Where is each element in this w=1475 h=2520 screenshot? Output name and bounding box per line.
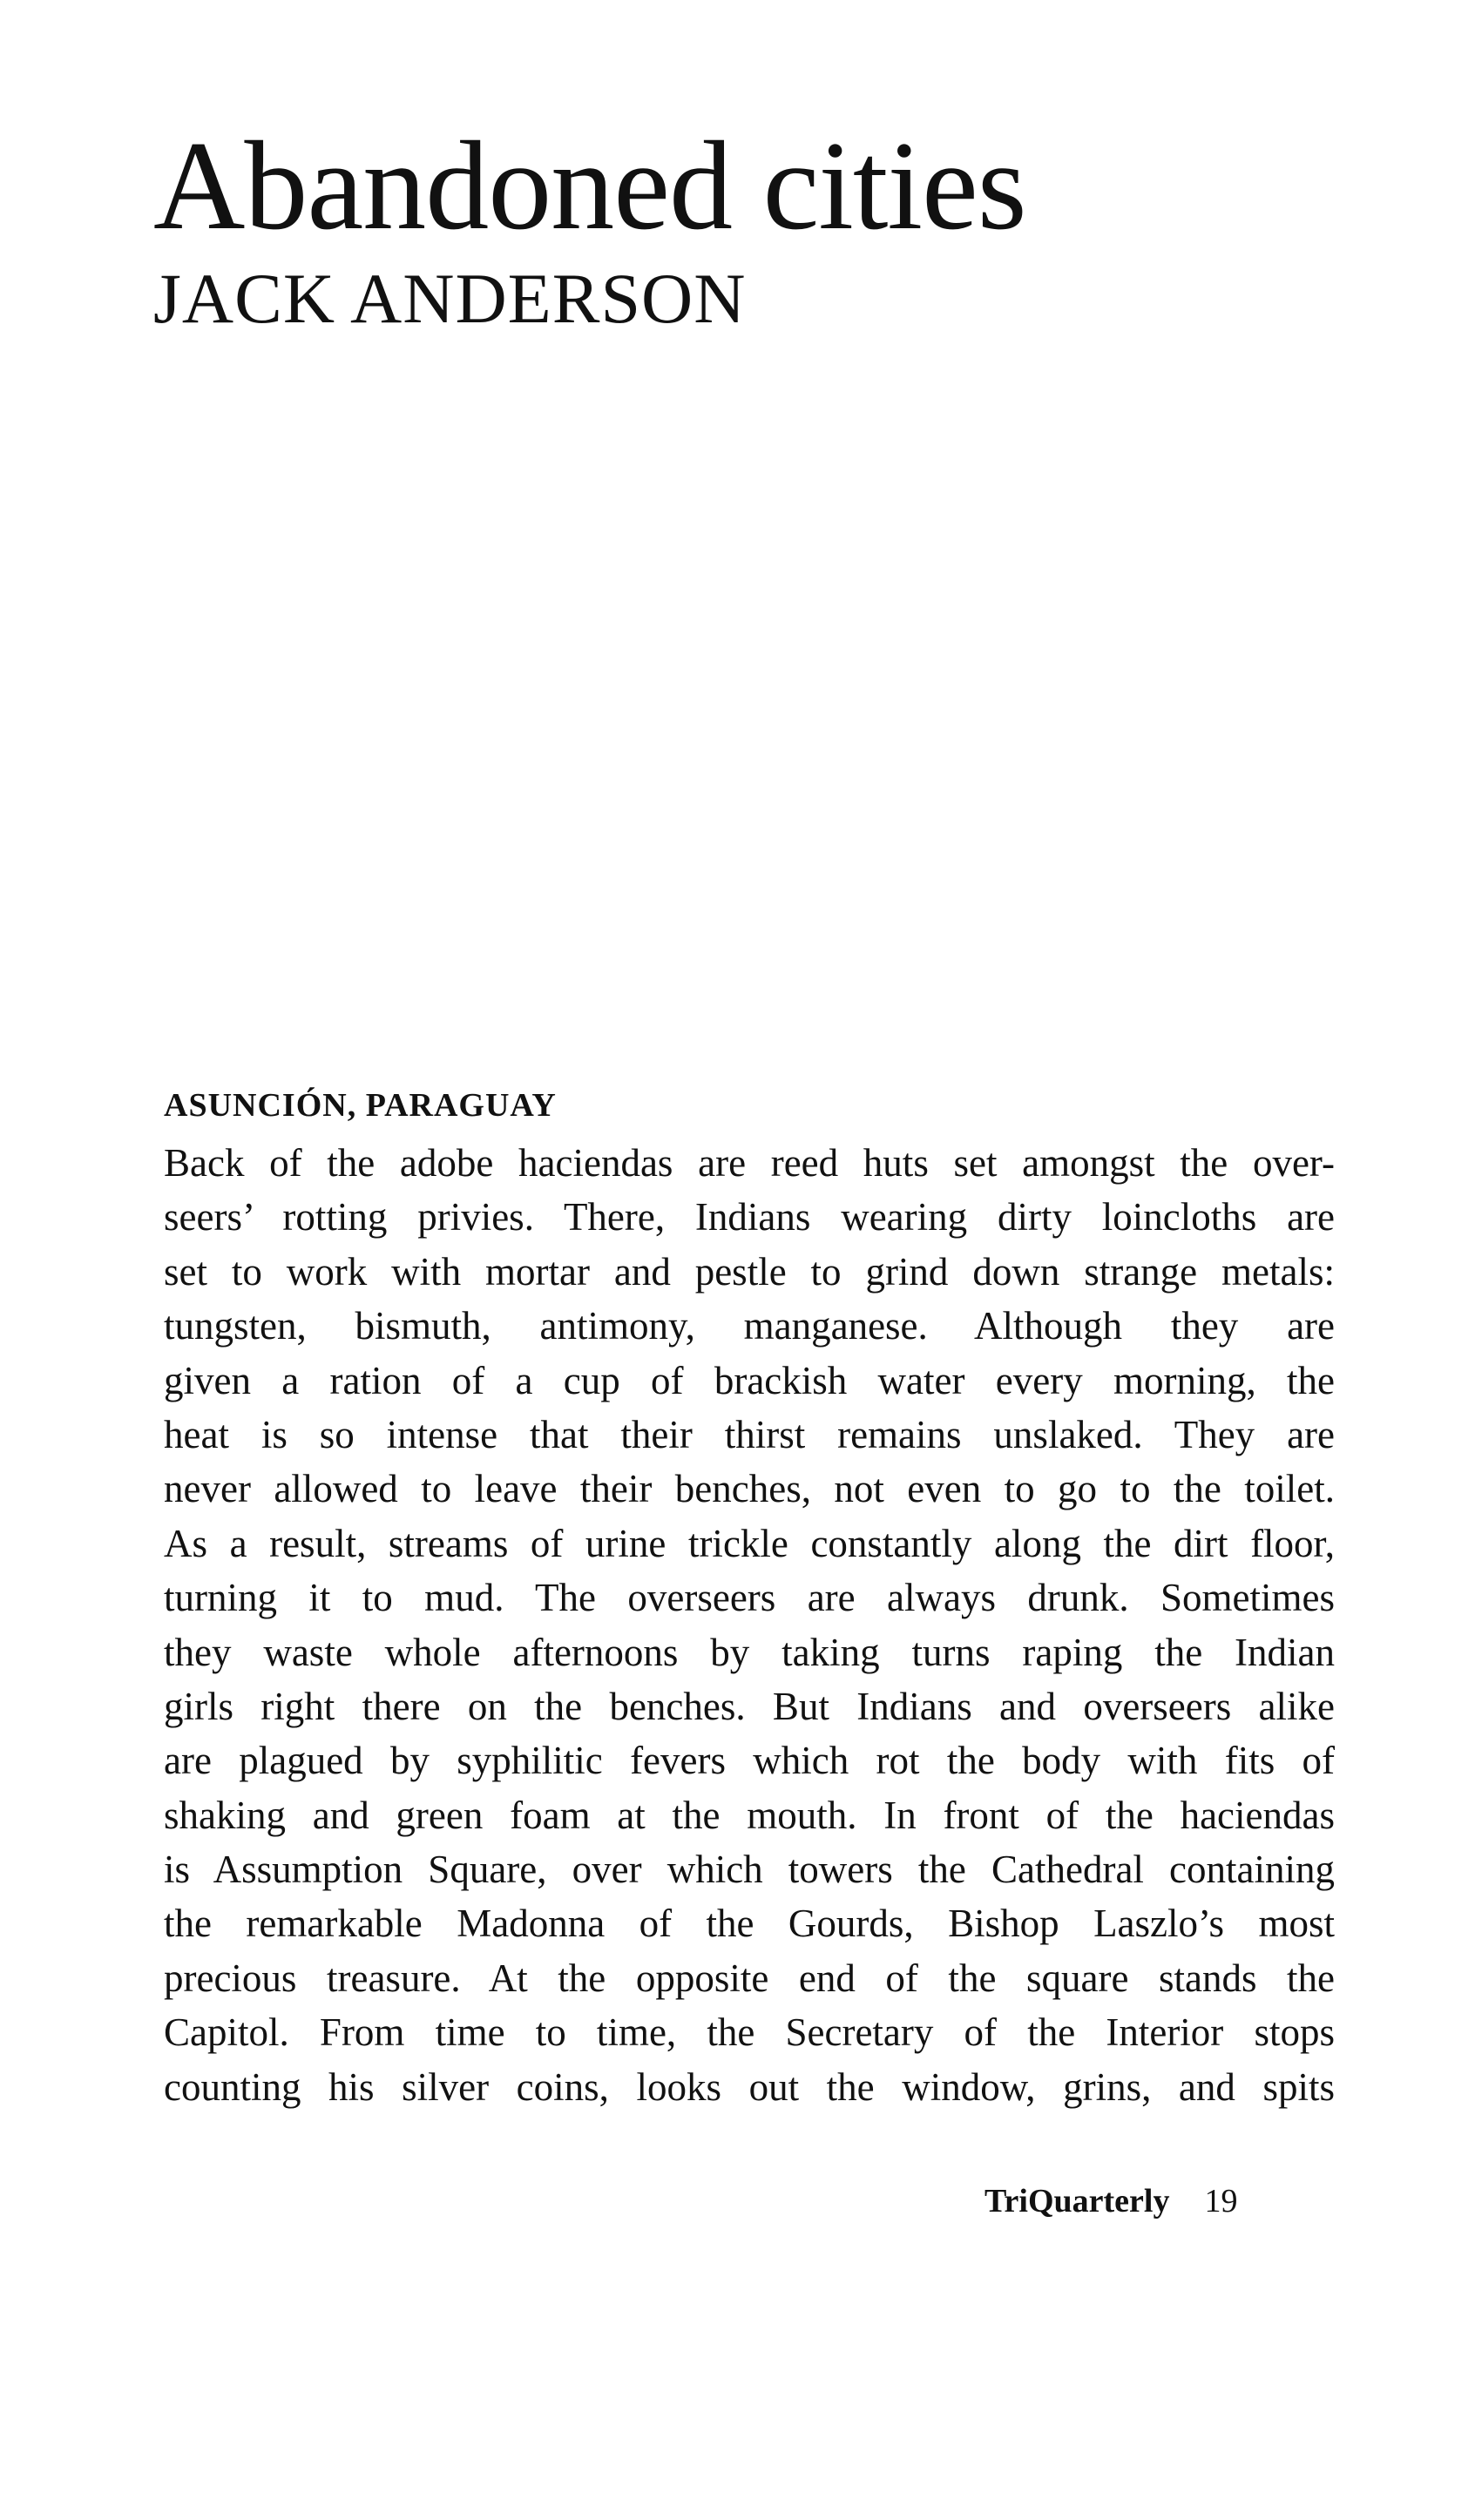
- body-line: girls right there on the benches. But Indians and overseers alike: [164, 1684, 1335, 1728]
- author-name: JACK ANDERSON: [153, 259, 747, 338]
- page-footer: [984, 2185, 1237, 2218]
- body-line: they waste whole afternoons by taking turns raping the Indian: [164, 1630, 1335, 1674]
- body-line: given a ration of a cup of brackish water every morning, the: [164, 1358, 1335, 1402]
- body-line: precious treasure. At the opposite end of the square stands the: [164, 1956, 1335, 2000]
- body-line: never allowed to leave their benches, not even to go to the toilet.: [164, 1467, 1335, 1511]
- body-line: counting his silver coins, looks out the window, grins, and spits: [164, 2064, 1335, 2109]
- body-line: the remarkable Madonna of the Gourds, Bishop Laszlo’s most: [164, 1902, 1335, 1946]
- body-line: Capitol. From time to time, the Secretary of the Interior stops: [164, 2010, 1335, 2055]
- body-line: Back of the adobe haciendas are reed huts set amongst the over-: [164, 1141, 1335, 1185]
- section-heading: ASUNCIÓN, PARAGUAY: [164, 1087, 557, 1124]
- journal-name: TriQuarterly: [984, 2183, 1170, 2219]
- body-line: turning it to mud. The overseers are always drunk. Sometimes: [164, 1576, 1335, 1620]
- body-line: tungsten, bismuth, antimony, manganese. Although they are: [164, 1304, 1335, 1348]
- body-text: [164, 1136, 1335, 2114]
- body-line: are plagued by syphilitic fevers which rot the body with fits of: [164, 1739, 1335, 1783]
- body-line: shaking and green foam at the mouth. In front of the haciendas: [164, 1793, 1335, 1837]
- body-line: set to work with mortar and pestle to grind down strange metals:: [164, 1249, 1335, 1294]
- body-line: heat is so intense that their thirst remains unslaked. They are: [164, 1412, 1335, 1456]
- body-line: is Assumption Square, over which towers the Cathedral containing: [164, 1848, 1335, 1892]
- page-title: Abandoned cities: [153, 115, 1026, 256]
- body-line: seers’ rotting privies. There, Indians wearing dirty loincloths are: [164, 1195, 1335, 1240]
- body-line: As a result, streams of urine trickle constantly along the dirt floor,: [164, 1521, 1335, 1565]
- page-number: 19: [1204, 2183, 1238, 2219]
